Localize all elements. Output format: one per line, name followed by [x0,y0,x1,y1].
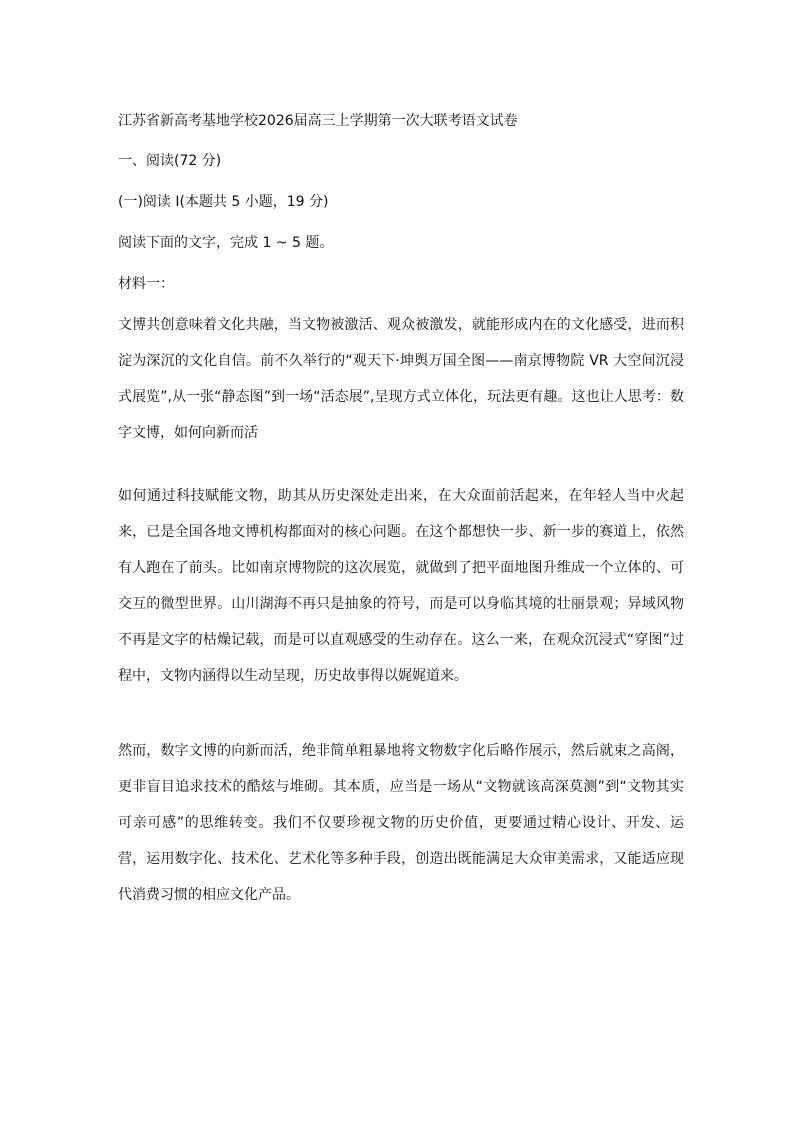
material-label: 材料一： [118,276,174,292]
paragraph-3: 然而，数字文博的向新而活，绝非简单粗暴地将文物数字化后略作展示，然后就束之高阁，更非盲目追求技术的酷炫与堆砌。其本质，应当是一场从“文物就该高深莫测”到“文物其实可亲可感”的思维转变。我们不仅要珍视文物的历史价值，更要通过精心设计、开发、运营，运用数字化、技术化、艺术化等多种手段，创造出既能满足大众审美需求，又能适应现代消费习惯的相应文化产品。 [118,743,684,903]
exam-title: 江苏省新高考基地学校2026届高三上学期第一次大联考语文试卷 [118,113,518,129]
paragraph-1: 文博共创意味着文化共融，当文物被激活、观众被激发，就能形成内在的文化感受，进而积淀为深沉的文化自信。前不久举行的“观天下·坤舆万国全图——南京博物院 VR 大空间沉浸式展览”,从一张“静态图”到一场“活态展”,呈现方式立体化，玩法更有趣。这也让人思考：数字文博，如何向新而活 [118,317,684,441]
subsection-heading: (一)阅读 I(本题共 5 小题，19 分) [118,194,329,210]
paragraph-2: 如何通过科技赋能文物，助其从历史深处走出来，在大众面前活起来，在年轻人当中火起来，已是全国各地文博机构都面对的核心问题。在这个都想快一步、新一步的赛道上，依然有人跑在了前头。比如南京博物院的这次展览，就做到了把平面地图升维成一个立体的、可交互的微型世界。山川湖海不再只是抽象的符号，而是可以身临其境的壮丽景观；异域风物不再是文字的枯燥记载，而是可以直观感受的生动存在。这么一来，在观众沉浸式“穿图”过程中，文物内涵得以生动呈现，历史故事得以娓娓道来。 [118,488,684,684]
reading-instruction: 阅读下面的文字，完成 1 ~ 5 题。 [118,235,334,251]
section-heading: 一、阅读(72 分) [118,153,222,169]
